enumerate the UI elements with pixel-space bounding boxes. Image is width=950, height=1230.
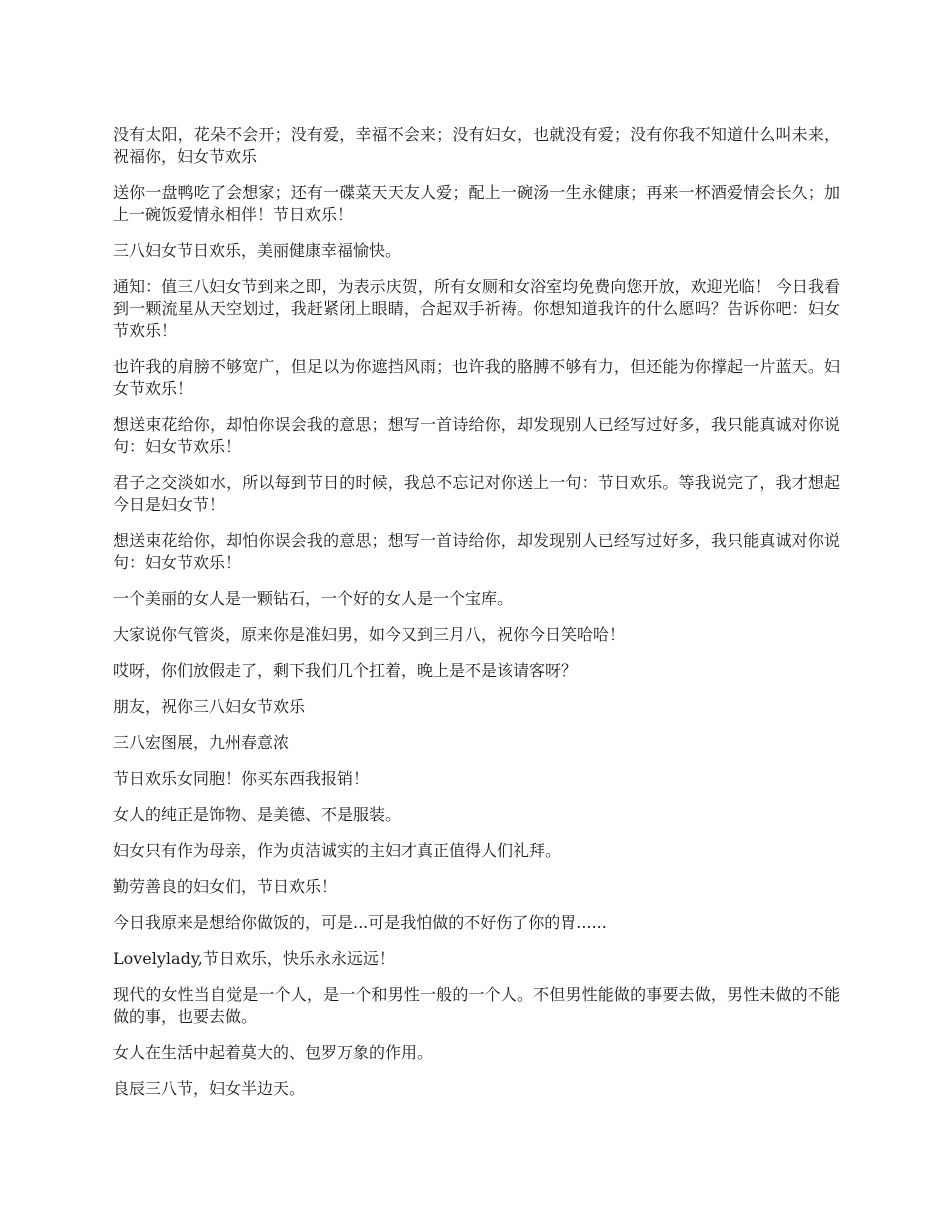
paragraph-9: 一个美丽的女人是一颗钻石，一个好的女人是一个宝库。 xyxy=(113,589,514,608)
paragraph-16: 妇女只有作为母亲，作为贞洁诚实的主妇才真正值得人们礼拜。 xyxy=(113,841,562,860)
paragraph-8: 想送束花给你，却怕你误会我的意思；想写一首诗给你，却发现别人已经写过好多，我只能真诚对你说句：妇女节欢乐！ xyxy=(113,531,840,572)
document-page xyxy=(113,124,840,1114)
paragraph-1: 没有太阳，花朵不会开；没有爱，幸福不会来；没有妇女，也就没有爱；没有你我不知道什么叫未来，祝福你，妇女节欢乐 xyxy=(113,125,840,166)
paragraph-20: 现代的女性当自觉是一个人，是一个和男性一般的一个人。不但男性能做的事要去做，男性未做的不能做的事，也要去做。 xyxy=(113,985,840,1026)
paragraph-10: 大家说你气管炎，原来你是准妇男，如今又到三月八，祝你今日笑哈哈！ xyxy=(113,625,626,644)
paragraph-6: 想送束花给你，却怕你误会我的意思；想写一首诗给你，却发现别人已经写过好多，我只能真诚对你说句：妇女节欢乐！ xyxy=(113,415,840,456)
paragraph-3: 三八妇女节日欢乐，美丽健康幸福愉快。 xyxy=(113,241,402,260)
paragraph-7: 君子之交淡如水，所以每到节日的时候，我总不忘记对你送上一句：节日欢乐。等我说完了，我才想起今日是妇女节！ xyxy=(113,473,840,514)
paragraph-13: 三八宏图展，九州春意浓 xyxy=(113,733,290,752)
paragraph-17: 勤劳善良的妇女们，节日欢乐！ xyxy=(113,877,338,896)
paragraph-14: 节日欢乐女同胞！你买东西我报销！ xyxy=(113,769,370,788)
paragraph-22: 良辰三八节，妇女半边天。 xyxy=(113,1079,306,1098)
paragraph-15: 女人的纯正是饰物、是美德、不是服装。 xyxy=(113,805,402,824)
paragraph-5: 也许我的肩膀不够宽广，但足以为你遮挡风雨；也许我的胳膊不够有力，但还能为你撑起一片蓝天。妇女节欢乐！ xyxy=(113,357,840,398)
paragraph-19: Lovelylady,节日欢乐，快乐永永远远！ xyxy=(113,949,395,968)
paragraph-2: 送你一盘鸭吃了会想家；还有一碟菜天天友人爱；配上一碗汤一生永健康；再来一杯酒爱情会长久；加上一碗饭爱情永相伴！节日欢乐！ xyxy=(113,183,840,224)
paragraph-21: 女人在生活中起着莫大的、包罗万象的作用。 xyxy=(113,1043,434,1062)
paragraph-4: 通知：值三八妇女节到来之即，为表示庆贺，所有女厕和女浴室均免费向您开放，欢迎光临！ 今日我看到一颗流星从天空划过，我赶紧闭上眼睛，合起双手祈祷。你想知道我许的什么愿吗？告诉你吧：妇女节欢乐！ xyxy=(113,277,840,340)
paragraph-11: 哎呀，你们放假走了，剩下我们几个扛着，晚上是不是该请客呀？ xyxy=(113,661,578,680)
paragraph-18: 今日我原来是想给你做饭的，可是...可是我怕做的不好伤了你的胃...... xyxy=(113,913,607,932)
paragraph-12: 朋友，祝你三八妇女节欢乐 xyxy=(113,697,306,716)
